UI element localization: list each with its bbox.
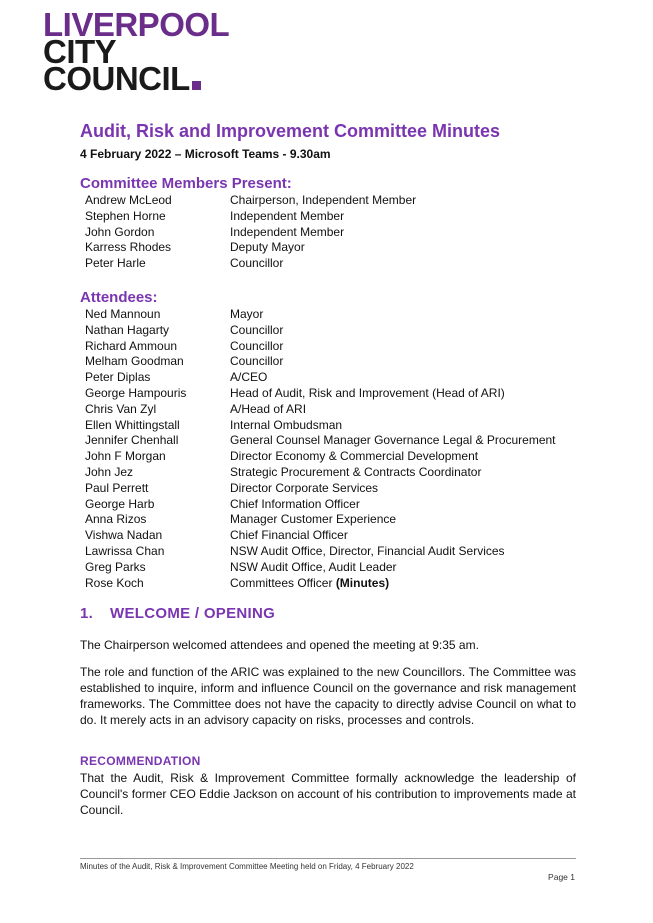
member-role: Independent Member [230,208,345,223]
attendee-role: General Counsel Manager Governance Legal & Procurement [230,433,556,448]
section-heading-welcome [80,605,576,623]
attendee-name: Lawrissa Chan [85,543,165,558]
attendee-name: George Harb [85,496,155,511]
attendee-name: Nathan Hagarty [85,322,170,337]
member-role: Chairperson, Independent Member [230,193,417,207]
footer-caption: Minutes of the Audit, Risk & Improvement Committee Meeting held on Friday, 4 February 2022 [80,862,414,871]
attendee-name: Peter Diplas [85,370,151,385]
recommendation-text: That the Audit, Risk & Improvement Committee formally acknowledge the leadership of Council's former CEO Eddie Jackson on account of his contribution to improvements made at Council. [80,771,576,818]
member-row [85,256,576,272]
member-name: Andrew McLeod [85,193,172,207]
attendee-name: Rose Koch [85,575,144,590]
attendee-name: Paul Perrett [85,480,149,495]
attendee-row [85,497,576,513]
attendee-row [85,418,576,434]
attendee-row [85,307,576,323]
logo-square-icon [192,81,201,90]
attendee-row [85,354,576,370]
attendee-row [85,465,576,481]
attendee-row [85,576,576,592]
attendee-name: Chris Van Zyl [85,401,157,416]
logo-line-council-wrap [43,60,229,97]
attendee-row [85,339,576,355]
attendees-list [85,307,576,591]
attendee-name: Greg Parks [85,559,146,574]
welcome-paragraph: The Chairperson welcomed attendees and opened the meeting at 9:35 am. [80,638,479,653]
member-row [85,225,576,241]
attendee-name: Ellen Whittingstall [85,417,180,432]
attendee-role: Chief Financial Officer [230,528,348,543]
document-body [80,120,576,818]
footer-divider [80,858,576,859]
attendee-row [85,370,576,386]
attendee-row [85,512,576,528]
member-name: Peter Harle [85,256,146,271]
aric-role-paragraph: The role and function of the ARIC was explained to the new Councillors. The Committee was established to inquire, inform and influence Council on the governance and risk management frameworks. The Committee does not have the capacity to directly advise Council on what to do. It merely acts in an advisory capacity on risks, processes and controls. [80,665,576,728]
attendee-name: Jennifer Chenhall [85,433,179,448]
section-number: 1. [80,605,94,623]
recommendation-heading: RECOMMENDATION [80,754,201,769]
logo-line-council: COUNCIL [43,60,190,97]
attendee-role: Councillor [230,322,284,337]
minutes-label: (Minutes) [335,575,390,590]
attendee-role: Director Corporate Services [230,480,379,495]
section-title: WELCOME / OPENING [110,605,276,623]
attendee-name: John F Morgan [85,449,166,464]
council-logo [43,6,230,97]
page-number: Page 1 [548,872,575,882]
attendee-row [85,323,576,339]
document-title: Audit, Risk and Improvement Committee Minutes [80,121,501,141]
logo-line-city: CITY [43,33,117,70]
attendees-heading: Attendees: [80,288,158,306]
member-role: Independent Member [230,224,345,239]
attendee-role-wrap [230,576,389,592]
attendee-role: Councillor [230,354,284,369]
attendee-row [85,481,576,497]
attendee-row [85,449,576,465]
attendee-row [85,528,576,544]
attendee-role: Head of Audit, Risk and Improvement (Head of ARI) [230,385,505,400]
attendee-name: Vishwa Nadan [85,528,163,543]
attendee-row [85,433,576,449]
attendee-role: Director Economy & Commercial Development [230,449,479,464]
attendee-row [85,402,576,418]
members-heading: Committee Members Present: [80,175,292,192]
attendee-name: Melham Goodman [85,354,184,369]
attendee-role: Committees Officer [230,575,333,590]
member-name: Stephen Horne [85,208,166,223]
attendee-role: NSW Audit Office, Audit Leader [230,559,397,574]
attendee-role: Strategic Procurement & Contracts Coordinator [230,464,482,479]
attendee-name: Richard Ammoun [85,338,178,353]
attendee-name: Ned Mannoun [85,306,161,321]
attendee-role: Chief Information Officer [230,496,360,511]
meeting-details: 4 February 2022 – Microsoft Teams - 9.30am [80,147,331,161]
member-row [85,193,576,209]
attendee-role: Councillor [230,338,284,353]
attendee-name: George Hampouris [85,385,187,400]
attendee-row [85,386,576,402]
attendee-role: Manager Customer Experience [230,512,397,527]
attendee-role: A/CEO [230,370,268,385]
member-row [85,240,576,256]
member-row [85,209,576,225]
attendee-name: John Jez [85,464,134,479]
attendee-role: Mayor [230,306,264,321]
logo-line-liverpool: LIVERPOOL [43,6,230,43]
member-name: John Gordon [85,224,155,239]
attendee-row [85,560,576,576]
members-list [85,193,576,272]
member-role: Councillor [230,256,284,271]
attendee-role: A/Head of ARI [230,401,307,416]
attendee-role: NSW Audit Office, Director, Financial Audit Services [230,543,505,558]
attendee-row [85,544,576,560]
member-role: Deputy Mayor [230,240,305,255]
attendee-role: Internal Ombudsman [230,417,343,432]
member-name: Karress Rhodes [85,240,172,255]
attendee-name: Anna Rizos [85,512,147,527]
